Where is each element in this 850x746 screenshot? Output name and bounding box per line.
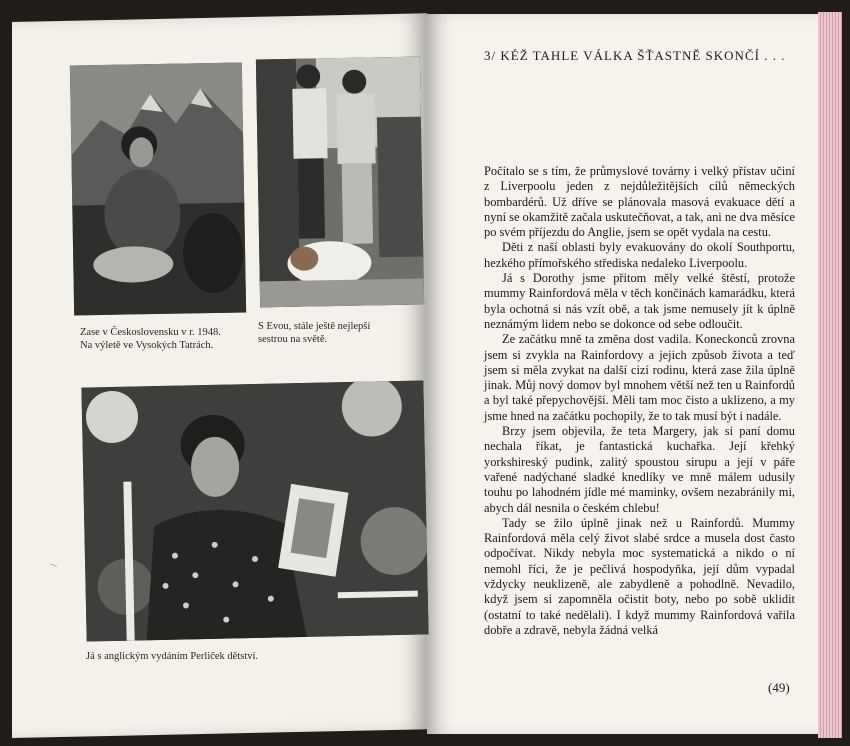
photo-with-eva	[256, 57, 424, 308]
photo1-caption: Zase v Československu v r. 1948. Na výletě ve Vysokých Tatrách.	[80, 327, 221, 351]
paragraph: Děti z naší oblasti byly evakuovány do okolí Southportu, hezkého přímořského střediska nedaleko Liverpoolu.	[484, 240, 795, 270]
chapter-body	[484, 164, 795, 638]
paragraph: Já s Dorothy jsme přitom měly velké štěstí, protože mummy Rainfordová měla v těch končinách kamarádku, která byla ochotná si nás vzít obě, a tak jsme nemusely jít k úplně neznámým lidem nebo se dokonce od sebe odloučit.	[484, 271, 795, 331]
paragraph: Tady se žilo úplně jinak než u Rainfordů. Mummy Rainfordová měla celý život slabé srdce a musela dost často odpočívat. Nikdy nebyla moc systematická a nikdo o ní nemohl říci, že je pečlivá hospodyňka, její dům vypadal vždycky neuklizeně, ale zabydleně a pohodlně. Nevadilo, když jsem si zapomněla očistit boty, nebo po sobě uklidit (ostatní to také nedělali). I když mummy Rainfordová vařila dobře a zdravě, nebyla žádná velká	[484, 515, 795, 637]
page-edges	[818, 12, 842, 738]
margin-pencil-mark: ﾉ	[49, 563, 59, 568]
paragraph: Brzy jsem objevila, že teta Margery, jak si paní domu nechala říkat, je fantastická kuchařka. Její křehký yorkshireský pudink, zalitý spoustou sirupu a její v páře vařené nadýchané sladké knedlíky ve mně málem udusily touhu po lahodném jídle mé maminky, ovšem nezabránily mi, abych dál nesnila o českém chlebu!	[484, 424, 795, 515]
running-head: 3/ KÉŽ TAHLE VÁLKA ŠŤASTNĚ SKONČÍ . . .	[484, 48, 786, 63]
photo-with-book	[81, 380, 428, 641]
paragraph: Počítalo se s tím, že průmyslové továrny i velký přístav učiní z Liverpoolu jeden z nejdůležitějších cílů německých bombardérů. Už dříve se plánovala masová evakuace dětí a nyní se okamžitě začala uskutečňovat, a tak, ani ne dva měsíce po svém příjezdu do Anglie, jsem se opět vydala na cestu.	[484, 164, 796, 240]
page-number: (49)	[768, 680, 790, 695]
photo2-caption: S Evou, stále ještě nejlepší sestrou na světě.	[258, 321, 371, 345]
paragraph: Ze začátku mně ta změna dost vadila. Koneckonců zrovna jsem si zvykla na Rainfordovy a jejich způsob života a teď jsem si měla zvykat na další cizí rodinu, která zase žila úplně jinak. Můj nový domov byl mnohem větší než ten u Rainfordů a byl také přepychovější. Měli tam moc čisto a uklizeno, a my jsme hned na začátku pochopily, že to tak musí být i nadále.	[484, 332, 795, 423]
photo-tatra-mountains	[70, 63, 246, 316]
photo3-caption: Já s anglickým vydáním Perliček dětství.	[86, 651, 259, 662]
